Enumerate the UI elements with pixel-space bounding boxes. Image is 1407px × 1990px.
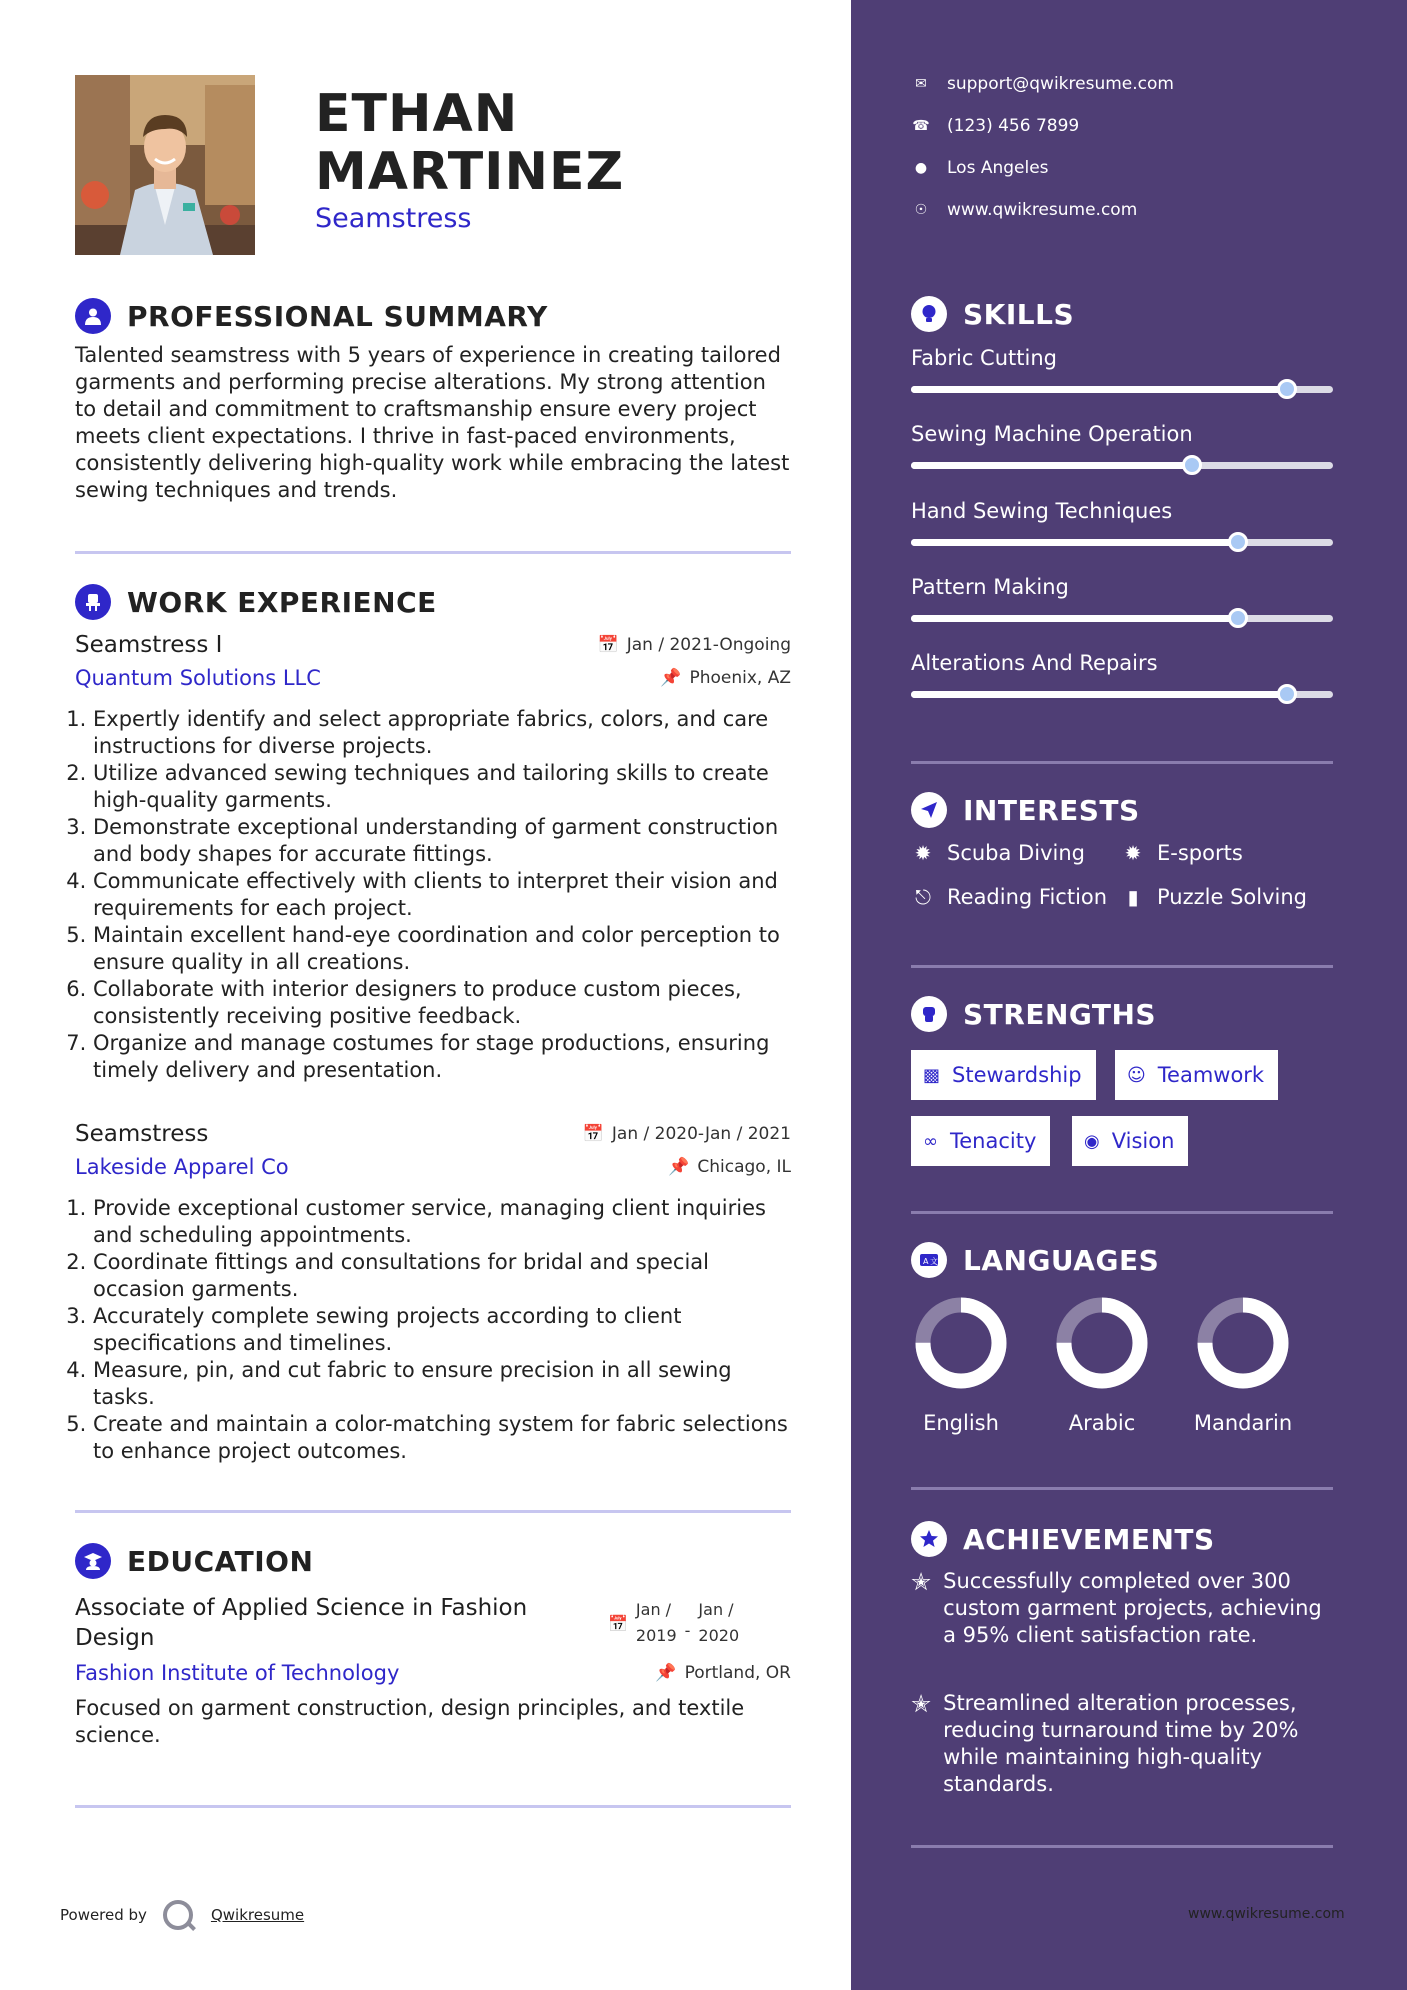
skill-bar-knob bbox=[1228, 608, 1248, 628]
education-description: Focused on garment construction, design principles, and textile science. bbox=[75, 1696, 745, 1747]
job-title: Seamstress I bbox=[75, 632, 223, 658]
job-role: Seamstress bbox=[315, 203, 472, 234]
link-icon: ∞ bbox=[923, 1130, 938, 1152]
location-pin-icon: ● bbox=[914, 160, 928, 176]
globe-icon: ☉ bbox=[914, 202, 928, 218]
list-item: 6. Collaborate with interior designers to produce custom pieces, consistently receiving positive feedback. bbox=[93, 976, 791, 1030]
divider bbox=[75, 551, 791, 554]
school-location: 📌 Portland, OR bbox=[655, 1663, 791, 1683]
svg-text:文: 文 bbox=[930, 1257, 938, 1266]
contact-website[interactable]: ☉ www.qwikresume.com bbox=[911, 200, 1137, 220]
job-dates: 📅 Jan / 2020-Jan / 2021 bbox=[582, 1124, 791, 1144]
divider bbox=[75, 1510, 791, 1513]
summary-title: PROFESSIONAL SUMMARY bbox=[127, 299, 548, 333]
strength-chip: ◉ Vision bbox=[1072, 1116, 1188, 1166]
skill-bar-knob bbox=[1277, 379, 1297, 399]
pin-icon: 📌 bbox=[668, 1157, 690, 1177]
users-icon: ☺ bbox=[1127, 1064, 1146, 1086]
divider bbox=[75, 1805, 791, 1808]
language-ring bbox=[1193, 1293, 1293, 1393]
skills-title: SKILLS bbox=[963, 297, 1075, 331]
language-ring bbox=[911, 1293, 1011, 1393]
skill-item bbox=[911, 499, 1333, 546]
skill-bar-fill bbox=[911, 462, 1192, 469]
chair-icon bbox=[75, 584, 111, 620]
svg-text:A: A bbox=[923, 1257, 929, 1266]
list-item: 2. Utilize advanced sewing techniques and tailoring skills to create high-quality garments. bbox=[93, 760, 791, 814]
skill-bar bbox=[911, 386, 1333, 393]
language-name: English bbox=[923, 1411, 999, 1435]
skill-item bbox=[911, 575, 1333, 622]
strength-chip: ☺ Teamwork bbox=[1115, 1050, 1278, 1100]
calendar-icon: 📅 bbox=[597, 635, 619, 655]
list-item: 4. Measure, pin, and cut fabric to ensure precision in all sewing tasks. bbox=[93, 1357, 791, 1411]
education-title: EDUCATION bbox=[127, 1544, 314, 1578]
strength-chip: ∞ Tenacity bbox=[911, 1116, 1050, 1166]
job-title: Seamstress bbox=[75, 1121, 209, 1147]
contact-phone[interactable]: ☎ (123) 456 7899 bbox=[912, 116, 1080, 136]
achievements-header bbox=[911, 1521, 1215, 1557]
language-ring bbox=[1052, 1293, 1152, 1393]
interests-header bbox=[911, 792, 1140, 828]
skill-bar-fill bbox=[911, 386, 1287, 393]
school-name: Fashion Institute of Technology bbox=[75, 1661, 400, 1685]
skill-bar-fill bbox=[911, 615, 1238, 622]
skills-header bbox=[911, 296, 1074, 332]
briefcase-icon: ▩ bbox=[923, 1064, 941, 1086]
skill-item bbox=[911, 422, 1333, 469]
lifebuoy-icon: ✹ bbox=[914, 841, 932, 865]
list-item: 4. Communicate effectively with clients to interpret their vision and requirements for each project. bbox=[93, 868, 791, 922]
degree-title: Associate of Applied Science in Fashion Design bbox=[75, 1595, 528, 1651]
pin-icon: 📌 bbox=[660, 668, 682, 688]
skill-bar bbox=[911, 691, 1333, 698]
language-item bbox=[911, 1293, 1011, 1435]
skill-bar bbox=[911, 539, 1333, 546]
contact-email[interactable]: ✉ support@qwikresume.com bbox=[911, 74, 1174, 94]
company-name: Quantum Solutions LLC bbox=[75, 666, 321, 690]
translate-icon bbox=[911, 1242, 947, 1278]
skill-name: Hand Sewing Techniques bbox=[911, 499, 1173, 523]
graduate-icon bbox=[75, 1543, 111, 1579]
full-name-line1: ETHAN bbox=[315, 84, 519, 144]
language-name: Mandarin bbox=[1193, 1411, 1293, 1435]
sidebar bbox=[851, 0, 1407, 1990]
job-location: 📌 Chicago, IL bbox=[668, 1157, 791, 1177]
list-item: 7. Organize and manage costumes for stage productions, ensuring timely delivery and presentation. bbox=[93, 1030, 791, 1084]
strengths-title: STRENGTHS bbox=[963, 997, 1157, 1031]
profile-photo bbox=[75, 75, 255, 255]
gamepad-icon: ⎋ bbox=[915, 885, 931, 909]
interests-title: INTERESTS bbox=[963, 793, 1140, 827]
education-section bbox=[75, 1541, 791, 1749]
phone-icon: ☎ bbox=[912, 118, 930, 134]
full-name-line2: MARTINEZ bbox=[315, 142, 625, 202]
lightbulb-icon bbox=[911, 296, 947, 332]
language-name: Arabic bbox=[1068, 1411, 1136, 1435]
footer-site-link[interactable]: www.qwikresume.com bbox=[1188, 1906, 1345, 1922]
list-item: 2. Coordinate fittings and consultations for bridal and special occasion garments. bbox=[93, 1249, 791, 1303]
skill-bar-fill bbox=[911, 691, 1287, 698]
star-icon: ✭ bbox=[911, 1568, 932, 1596]
user-icon bbox=[75, 298, 111, 334]
qwikresume-link[interactable]: Qwikresume bbox=[210, 1906, 305, 1924]
list-item: 5. Maintain excellent hand-eye coordination and color perception to ensure quality in all creations. bbox=[93, 922, 791, 976]
paper-plane-icon bbox=[911, 792, 947, 828]
interest-item: ✹ Scuba Diving bbox=[911, 841, 1085, 865]
language-item bbox=[1052, 1293, 1152, 1435]
pin-icon: 📌 bbox=[655, 1663, 677, 1683]
binoculars-icon: ◉ bbox=[1084, 1130, 1100, 1152]
skill-bar-knob bbox=[1182, 455, 1202, 475]
name-block bbox=[315, 85, 624, 234]
job-location: 📌 Phoenix, AZ bbox=[660, 668, 791, 688]
skill-name: Pattern Making bbox=[911, 575, 1069, 599]
skill-bar bbox=[911, 462, 1333, 469]
divider bbox=[911, 965, 1333, 968]
achievement-item: ✭ Successfully completed over 300 custom garment projects, achieving a 95% client satisfaction rate. bbox=[911, 1568, 1322, 1647]
summary-text: Talented seamstress with 5 years of experience in creating tailored garments and performing precise alterations. My strong attention to detail and commitment to craftsmanship ensure every project meets client expectations. I thrive in fast-paced environments, consistently delivering high-quality work while embracing the latest sewing techniques and trends. bbox=[75, 343, 790, 502]
list-item: 1. Expertly identify and select appropriate fabrics, colors, and care instructions for diverse projects. bbox=[93, 706, 791, 760]
calendar-icon: 📅 bbox=[582, 1124, 604, 1144]
skill-bar bbox=[911, 615, 1333, 622]
work-section bbox=[75, 582, 791, 622]
calendar-icon: 📅 bbox=[608, 1613, 628, 1633]
skill-item bbox=[911, 346, 1333, 393]
skill-name: Sewing Machine Operation bbox=[911, 422, 1193, 446]
strength-chip: ▩ Stewardship bbox=[911, 1050, 1096, 1100]
job-entry bbox=[75, 632, 791, 1084]
languages-title: LANGUAGES bbox=[963, 1243, 1160, 1277]
divider bbox=[911, 1487, 1333, 1490]
education-dates: 📅 Jan / 2019 - Jan / 2020 bbox=[608, 1600, 740, 1645]
envelope-icon: ✉ bbox=[915, 76, 927, 92]
work-title: WORK EXPERIENCE bbox=[127, 585, 437, 619]
list-item: 1. Provide exceptional customer service, managing client inquiries and scheduling appointments. bbox=[93, 1195, 791, 1249]
interest-item: ✹ E-sports bbox=[1121, 841, 1243, 865]
skill-bar-knob bbox=[1277, 684, 1297, 704]
divider bbox=[911, 1845, 1333, 1848]
skill-item bbox=[911, 651, 1333, 698]
job-entry bbox=[75, 1121, 791, 1465]
lifebuoy-icon: ✹ bbox=[1124, 841, 1142, 865]
divider bbox=[911, 761, 1333, 764]
contact-location: ● Los Angeles bbox=[911, 158, 1049, 178]
star-icon: ✭ bbox=[911, 1690, 932, 1718]
star-badge-icon bbox=[911, 1521, 947, 1557]
company-name: Lakeside Apparel Co bbox=[75, 1155, 289, 1179]
list-item: 5. Create and maintain a color-matching system for fabric selections to enhance project outcomes. bbox=[93, 1411, 791, 1465]
achievement-item: ✭ Streamlined alteration processes, reducing turnaround time by 20% while maintaining high-quality standards. bbox=[911, 1690, 1299, 1796]
divider bbox=[911, 1211, 1333, 1214]
skill-bar-fill bbox=[911, 539, 1238, 546]
interest-item: ▮ Puzzle Solving bbox=[1121, 885, 1307, 909]
duties-list bbox=[75, 706, 791, 1084]
footer-powered-by: Powered by Qwikresume bbox=[60, 1900, 304, 1930]
language-item bbox=[1193, 1293, 1293, 1435]
list-item: 3. Accurately complete sewing projects according to client specifications and timelines. bbox=[93, 1303, 791, 1357]
languages-header bbox=[911, 1242, 1159, 1278]
skill-name: Alterations And Repairs bbox=[911, 651, 1158, 675]
duties-list bbox=[75, 1195, 791, 1465]
list-item: 3. Demonstrate exceptional understanding of garment construction and body shapes for accurate fittings. bbox=[93, 814, 791, 868]
interest-item: ⎋ Reading Fiction bbox=[911, 885, 1107, 909]
skill-name: Fabric Cutting bbox=[911, 346, 1057, 370]
summary-section bbox=[75, 296, 791, 504]
skill-bar-knob bbox=[1228, 532, 1248, 552]
strengths-header bbox=[911, 996, 1156, 1032]
book-icon: ▮ bbox=[1127, 885, 1139, 909]
job-dates: 📅 Jan / 2021-Ongoing bbox=[597, 635, 791, 655]
qwikresume-logo-icon bbox=[163, 1900, 193, 1930]
fist-icon bbox=[911, 996, 947, 1032]
achievements-title: ACHIEVEMENTS bbox=[963, 1522, 1215, 1556]
